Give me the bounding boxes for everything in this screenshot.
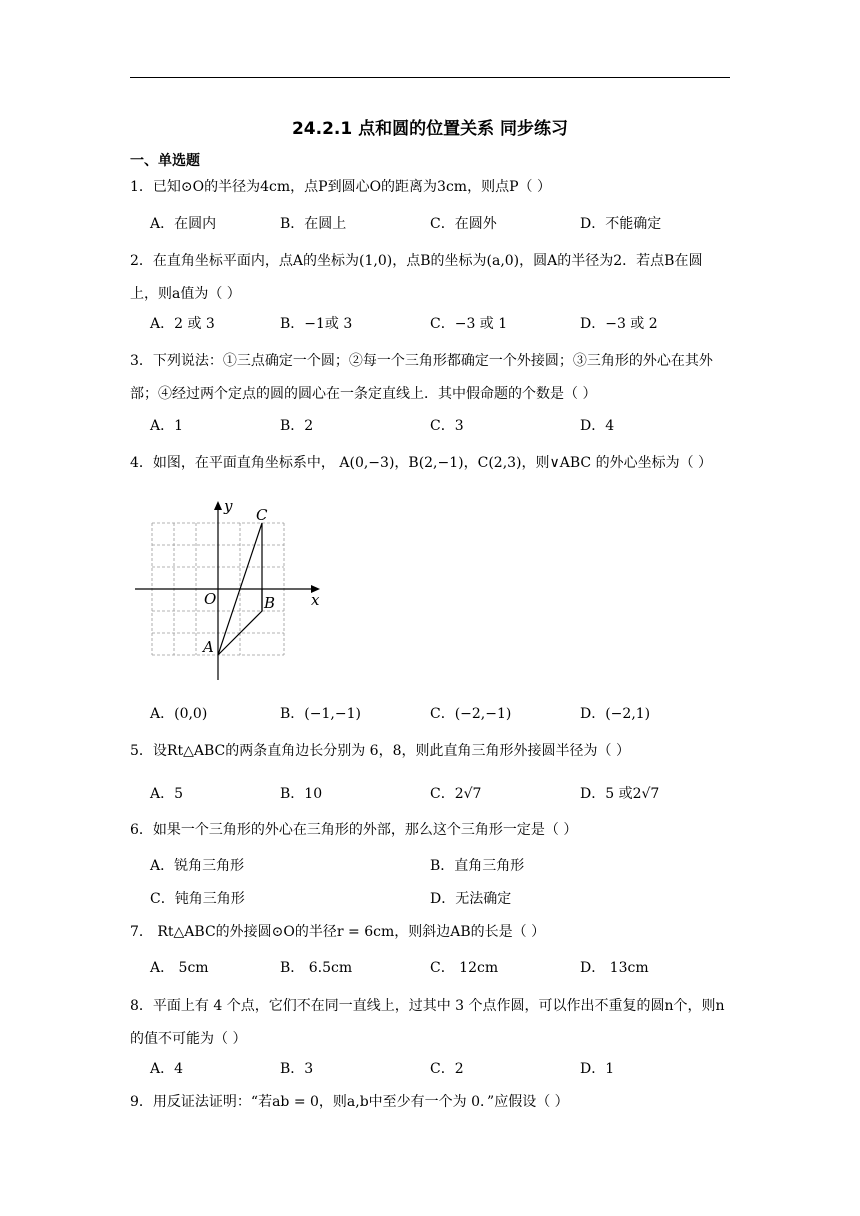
options-7	[150, 957, 730, 977]
question-number: 1．	[130, 179, 153, 195]
question-number: 8．	[130, 998, 153, 1014]
option-d[interactable]: D．不能确定	[580, 216, 662, 232]
question-number: 5．	[130, 743, 153, 759]
options-4	[150, 703, 730, 723]
option-b[interactable]: B． 6.5cm	[280, 960, 353, 976]
options-6-row-1	[150, 855, 730, 875]
question-stem: Rt△ABC的外接圆⊙O的半径r = 6cm，则斜边AB的长是（ ）	[152, 924, 546, 940]
label-c: C	[256, 506, 268, 524]
option-a[interactable]: A．1	[150, 418, 184, 434]
options-6-row-2	[150, 888, 730, 908]
question-1	[130, 177, 730, 197]
coordinate-figure	[130, 495, 330, 685]
option-b[interactable]: B．10	[280, 786, 323, 802]
option-d[interactable]: D．无法确定	[430, 891, 512, 907]
option-a[interactable]: A．5	[150, 786, 184, 802]
options-3	[150, 415, 730, 435]
option-b[interactable]: B．−1或 3	[280, 316, 353, 332]
label-a: A	[203, 638, 214, 656]
question-9	[130, 1092, 730, 1112]
options-1	[150, 213, 730, 233]
option-d[interactable]: D．(−2,1)	[580, 706, 651, 722]
option-a[interactable]: A． 5cm	[150, 960, 209, 976]
option-b[interactable]: B．3	[280, 1061, 314, 1077]
option-a[interactable]: A．锐角三角形	[150, 858, 245, 874]
option-b[interactable]: B．在圆上	[280, 216, 347, 232]
question-stem: 下列说法：①三点确定一个圆；②每一个三角形都确定一个外接圆；③三角形的外心在其外部；④经过两个定点的圆的圆心在一条定直线上．其中假命题的个数是（ ）	[130, 353, 713, 402]
label-y: y	[224, 497, 233, 515]
question-number: 4．	[130, 455, 153, 471]
section-heading: 一、单选题	[130, 153, 200, 169]
option-c[interactable]: C． 12cm	[430, 960, 499, 976]
option-c[interactable]: C．−3 或 1	[430, 316, 508, 332]
option-d[interactable]: D．−3 或 2	[580, 316, 658, 332]
y-axis-arrow-icon	[214, 501, 222, 510]
question-stem: 如果一个三角形的外心在三角形的外部，那么这个三角形一定是（ ）	[152, 822, 578, 838]
option-a[interactable]: A．2 或 3	[150, 316, 215, 332]
option-c[interactable]: C．(−2,−1)	[430, 706, 512, 722]
option-a[interactable]: A．在圆内	[150, 216, 217, 232]
question-number: 7．	[130, 924, 153, 940]
question-stem: 设Rt△ABC的两条直角边长分别为 6，8，则此直角三角形外接圆半径为（ ）	[152, 743, 630, 759]
option-d[interactable]: D．4	[580, 418, 615, 434]
option-d[interactable]: D． 13cm	[580, 960, 649, 976]
label-x: x	[311, 591, 320, 609]
option-a[interactable]: A．4	[150, 1061, 184, 1077]
question-3	[130, 345, 730, 411]
label-b: B	[264, 594, 276, 612]
question-stem: 如图，在平面直角坐标系中， A(0,−3)，B(2,−1)，C(2,3)，则∨ABC 的外心坐标为（ ）	[152, 455, 713, 471]
header-rule	[130, 77, 730, 78]
question-number: 3．	[130, 353, 153, 369]
question-stem: 平面上有 4 个点，它们不在同一直线上，过其中 3 个点作圆，可以作出不重复的圆n个，则n的值不可能为（ ）	[130, 998, 725, 1047]
question-stem: 在直角坐标平面内，点A的坐标为(1,0)，点B的坐标为(a,0)，圆A的半径为2．若点B在圆上，则a值为（ ）	[130, 253, 703, 302]
question-5	[130, 741, 730, 761]
page-title: 24.2.1 点和圆的位置关系 同步练习	[291, 119, 569, 139]
option-c[interactable]: C．2	[430, 1061, 464, 1077]
options-5	[150, 783, 730, 803]
question-stem: 用反证法证明：“若ab = 0，则a,b中至少有一个为 0．”应假设（ ）	[152, 1094, 569, 1110]
options-8	[150, 1058, 730, 1078]
option-b[interactable]: B．直角三角形	[430, 858, 525, 874]
question-number: 6．	[130, 822, 153, 838]
question-4	[130, 453, 730, 473]
question-8	[130, 990, 730, 1056]
option-a[interactable]: A．(0,0)	[150, 706, 208, 722]
question-6	[130, 820, 730, 840]
question-7	[130, 922, 730, 942]
question-2	[130, 245, 730, 311]
option-b[interactable]: B．2	[280, 418, 314, 434]
option-b[interactable]: B．(−1,−1)	[280, 706, 361, 722]
question-number: 9．	[130, 1094, 153, 1110]
question-number: 2．	[130, 253, 153, 269]
option-c[interactable]: C．在圆外	[430, 216, 497, 232]
option-d[interactable]: D．1	[580, 1061, 615, 1077]
options-2	[150, 313, 730, 333]
option-d[interactable]: D．5 或2√7	[580, 786, 660, 802]
option-c[interactable]: C．2√7	[430, 786, 482, 802]
option-c[interactable]: C．3	[430, 418, 464, 434]
label-o: O	[204, 590, 217, 608]
question-stem: 已知⊙O的半径为4cm，点P到圆心O的距离为3cm，则点P（ ）	[152, 179, 551, 195]
option-c[interactable]: C．钝角三角形	[150, 891, 245, 907]
